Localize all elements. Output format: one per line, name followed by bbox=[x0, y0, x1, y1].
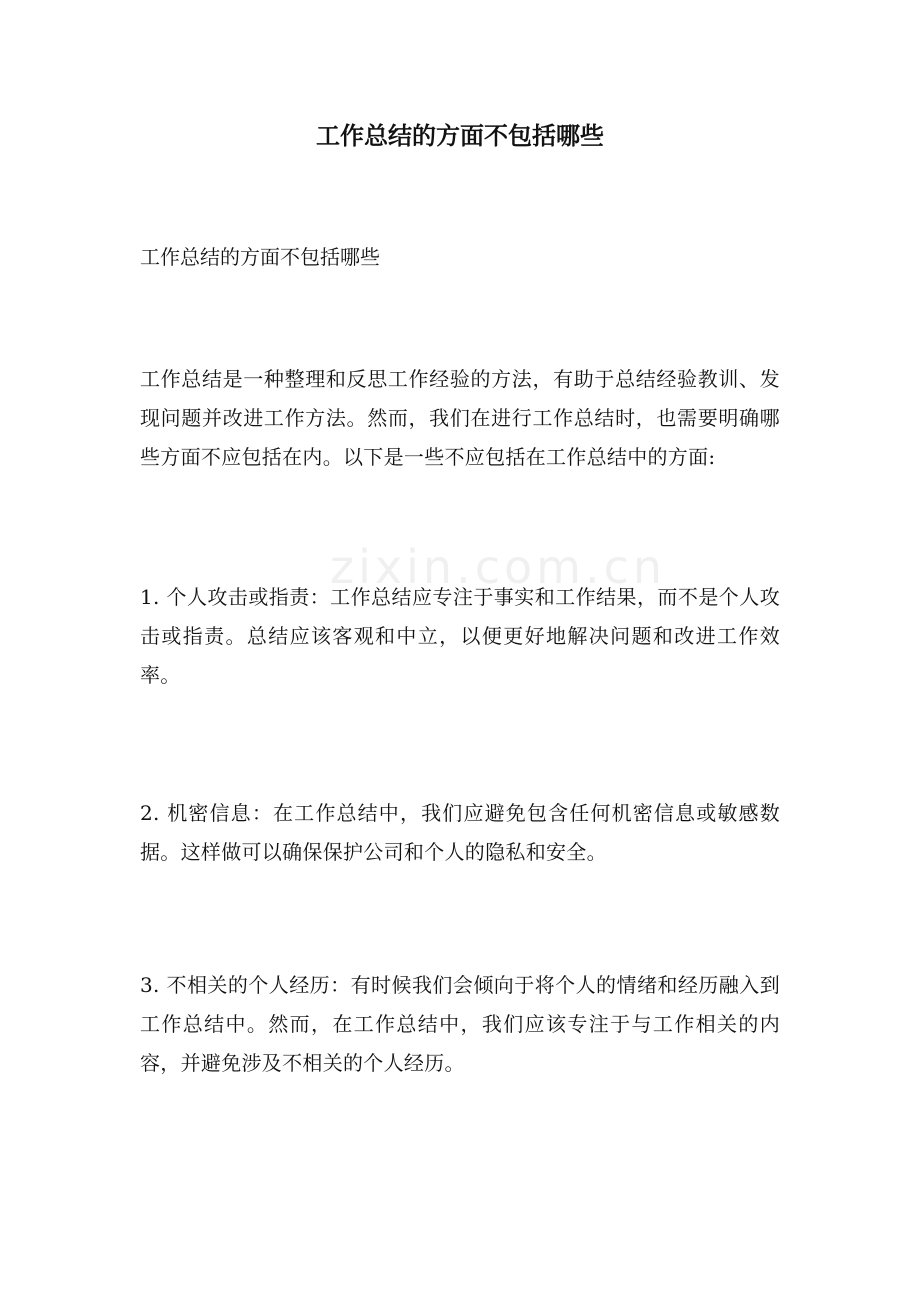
list-item-2: 2. 机密信息：在工作总结中，我们应避免包含任何机密信息或敏感数据。这样做可以确保保护公司和个人的隐私和安全。 bbox=[140, 801, 780, 864]
document-title: 工作总结的方面不包括哪些 bbox=[316, 122, 604, 150]
watermark: zixin.com.cn bbox=[330, 540, 667, 594]
intro-paragraph: 工作总结是一种整理和反思工作经验的方法，有助于总结经验教训、发现问题并改进工作方法。然而，我们在进行工作总结时，也需要明确哪些方面不应包括在内。以下是一些不应包括在工作总结中的方面: bbox=[140, 367, 780, 469]
list-item-1: 1. 个人攻击或指责：工作总结应专注于事实和工作结果，而不是个人攻击或指责。总结应该客观和中立，以便更好地解决问题和改进工作效率。 bbox=[140, 585, 780, 687]
document-subtitle: 工作总结的方面不包括哪些 bbox=[140, 245, 380, 269]
list-item-3: 3. 不相关的个人经历：有时候我们会倾向于将个人的情绪和经历融入到工作总结中。然而，在工作总结中，我们应该专注于与工作相关的内容，并避免涉及不相关的个人经历。 bbox=[140, 973, 780, 1075]
